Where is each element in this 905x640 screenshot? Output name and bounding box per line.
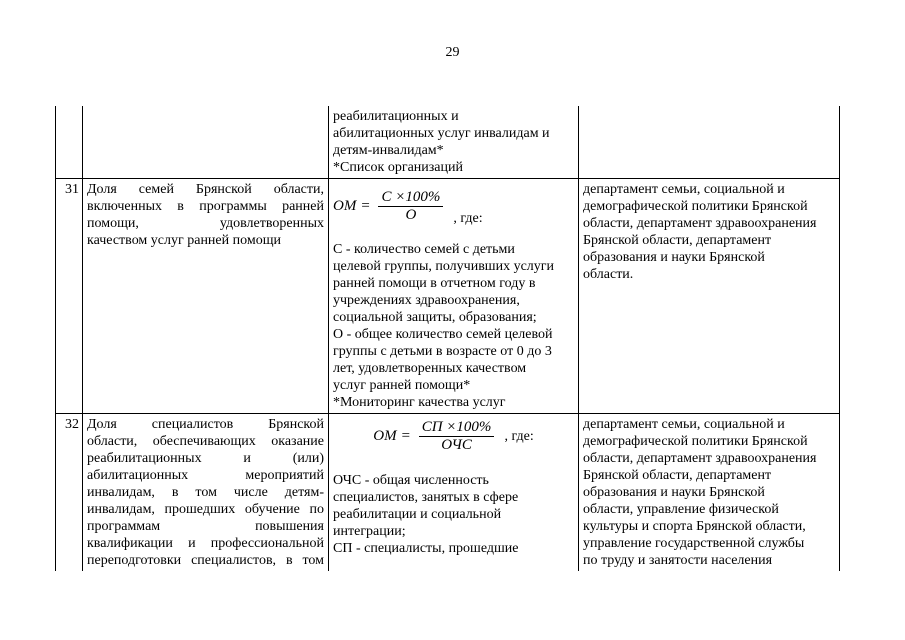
- description-line: абилитационных услуг инвалидам и: [333, 126, 550, 141]
- formula-denominator: ОЧС: [441, 436, 472, 453]
- indicator-cell: [83, 106, 329, 179]
- indicator-line: включенных в программы ранней: [87, 199, 324, 214]
- indicator-line: инвалидам, в том числе детям-: [87, 485, 324, 500]
- description-line: реабилитационных и: [333, 109, 459, 124]
- description-line: социальной защиты, образования;: [333, 310, 537, 325]
- description-line: *Список организаций: [333, 160, 463, 175]
- responsible-line: области, департамент здравоохранения: [583, 216, 817, 231]
- indicator-line: программам повышения: [87, 519, 324, 534]
- description-line: лет, удовлетворенных качеством: [333, 361, 527, 376]
- responsible-line: образования и науки Брянской: [583, 485, 765, 500]
- table-row-31: [56, 179, 840, 414]
- table-row-continuation: [56, 106, 840, 179]
- description-line: детям-инвалидам*: [333, 143, 444, 158]
- formula-numerator: СП ×100%: [419, 419, 495, 437]
- responsible-line: Брянской области, департамент: [583, 468, 772, 483]
- responsible-line: по труду и занятости населения: [583, 553, 773, 568]
- indicator-line: инвалидам, прошедших обучение по: [87, 502, 324, 517]
- formula-suffix: , где:: [504, 428, 534, 444]
- indicator-line: Доля семей Брянской области,: [87, 182, 324, 197]
- description-line: группы с детьми в возрасте от 0 до 3: [333, 344, 552, 359]
- responsible-line: демографической политики Брянской: [583, 434, 808, 449]
- responsible-line: демографической политики Брянской: [583, 199, 808, 214]
- formula-fraction: [378, 189, 443, 224]
- responsible-line: департамент семьи, социальной и: [583, 182, 785, 197]
- table-row-32: [56, 414, 840, 572]
- indicator-line: области, обеспечивающих оказание: [87, 434, 324, 449]
- indicator-line: качеством услуг ранней помощи: [87, 233, 281, 248]
- formula-fraction: [419, 419, 495, 454]
- formula: [333, 416, 574, 456]
- responsible-line: образования и науки Брянской: [583, 250, 765, 265]
- row-number-cell: 32: [56, 414, 83, 572]
- page-number: 29: [445, 45, 460, 60]
- formula-denominator: О: [405, 206, 417, 223]
- indicator-line: абилитационных мероприятий: [87, 468, 324, 483]
- row-number-cell: [56, 106, 83, 179]
- responsible-line: области, департамент здравоохранения: [583, 451, 817, 466]
- formula-cell: [329, 106, 579, 179]
- description-line: С - количество семей с детьми: [333, 242, 515, 257]
- responsible-line: управление государственной службы: [583, 536, 805, 551]
- responsible-line: культуры и спорта Брянской области,: [583, 519, 806, 534]
- description-line: интеграции;: [333, 524, 406, 539]
- responsible-line: области, управление физической: [583, 502, 779, 517]
- formula-lhs: ОМ: [333, 197, 357, 214]
- responsible-line: департамент семьи, социальной и: [583, 417, 785, 432]
- indicator-cell: [83, 414, 329, 572]
- responsible-cell: [579, 179, 840, 414]
- description-line: учреждениях здравоохранения,: [333, 293, 520, 308]
- description-line: целевой группы, получивших услуги: [333, 259, 555, 274]
- formula: [333, 183, 574, 229]
- description-line: О - общее количество семей целевой: [333, 327, 553, 342]
- indicator-line: помощи, удовлетворенных: [87, 216, 324, 231]
- formula-cell: [329, 414, 579, 572]
- formula-lhs: ОМ: [373, 427, 397, 444]
- description-line: СП - специалисты, прошедшие: [333, 541, 519, 556]
- responsible-cell: [579, 414, 840, 572]
- formula-equals: =: [400, 427, 411, 444]
- formula-equals: =: [360, 197, 371, 214]
- description-line: реабилитации и социальной: [333, 507, 502, 522]
- indicator-cell: [83, 179, 329, 414]
- responsible-line: Брянской области, департамент: [583, 233, 772, 248]
- formula-cell: [329, 179, 579, 414]
- responsible-cell: [579, 106, 840, 179]
- description-line: *Мониторинг качества услуг: [333, 395, 506, 410]
- description-line: специалистов, занятых в сфере: [333, 490, 519, 505]
- responsible-line: области.: [583, 267, 634, 282]
- row-number-cell: 31: [56, 179, 83, 414]
- description-line: услуг ранней помощи*: [333, 378, 471, 393]
- description-line: ОЧС - общая численность: [333, 473, 489, 488]
- indicator-line: переподготовки специалистов, в том: [87, 553, 324, 568]
- indicator-line: Доля специалистов Брянской: [87, 417, 324, 432]
- indicators-table: [55, 106, 840, 571]
- indicator-line: реабилитационных и (или): [87, 451, 324, 466]
- description-line: ранней помощи в отчетном году в: [333, 276, 536, 291]
- formula-numerator: С ×100%: [378, 189, 443, 207]
- formula-suffix: , где:: [453, 211, 483, 226]
- indicator-line: квалификации и профессиональной: [87, 536, 324, 551]
